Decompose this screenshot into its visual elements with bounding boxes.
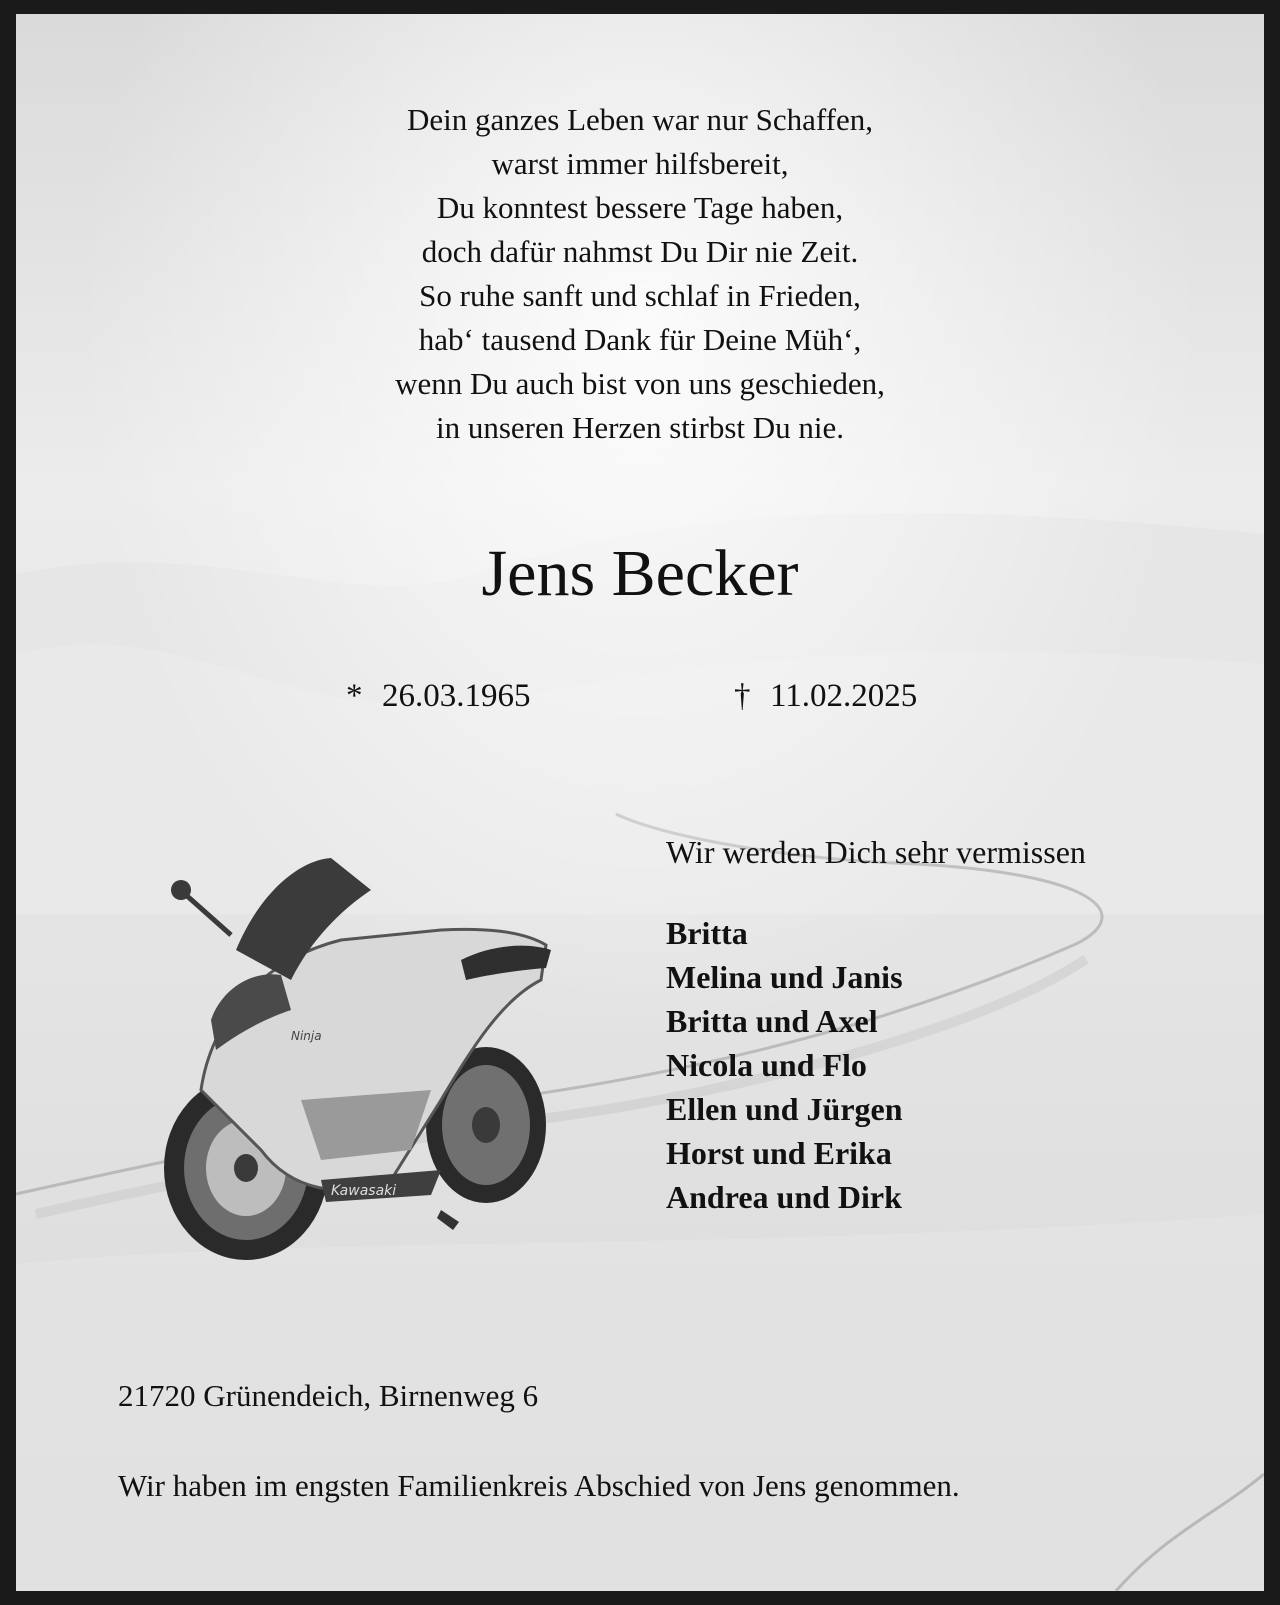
address: 21720 Grünendeich, Birnenweg 6 <box>118 1378 539 1413</box>
mourner-name: Britta und Axel <box>666 1003 878 1039</box>
mourner-name: Andrea und Dirk <box>666 1179 902 1215</box>
death-cross-icon: † <box>734 678 751 714</box>
poem-line: in unseren Herzen stirbst Du nie. <box>435 410 845 445</box>
mourners-list <box>666 911 903 1219</box>
death-date-value: 11.02.2025 <box>770 678 918 714</box>
motorcycle-model-text: Ninja <box>291 1029 322 1043</box>
mourner-name: Ellen und Jürgen <box>666 1091 903 1127</box>
poem-line: Dein ganzes Leben war nur Schaffen, <box>407 102 873 137</box>
poem-line: So ruhe sanft und schlaf in Frieden, <box>419 278 861 313</box>
poem-line: wenn Du auch bist von uns geschieden, <box>395 366 885 401</box>
mourner-name: Horst und Erika <box>666 1135 892 1171</box>
mourner-name: Britta <box>666 915 748 951</box>
birth-symbol-icon: * <box>346 678 363 714</box>
poem-line: Du konntest bessere Tage haben, <box>436 190 844 225</box>
motorcycle-icon <box>141 850 571 1270</box>
mourner-name: Nicola und Flo <box>666 1047 867 1083</box>
birth-date-value: 26.03.1965 <box>382 678 531 714</box>
motorcycle-brand-text: Kawasaki <box>331 1183 397 1199</box>
deceased-name: Jens Becker <box>481 537 799 610</box>
poem-line: warst immer hilfsbereit, <box>491 146 789 181</box>
birth-date <box>346 676 531 716</box>
poem-line: doch dafür nahmst Du Dir nie Zeit. <box>421 234 859 269</box>
poem-line: hab‘ tausend Dank für Deine Müh‘, <box>418 322 862 357</box>
poem <box>16 98 1264 450</box>
death-date <box>734 676 917 716</box>
closing-note: Wir haben im engsten Familienkreis Abschied von Jens genommen. <box>118 1468 960 1503</box>
farewell-message: Wir werden Dich sehr vermissen <box>666 834 1086 870</box>
mourner-name: Melina und Janis <box>666 959 903 995</box>
